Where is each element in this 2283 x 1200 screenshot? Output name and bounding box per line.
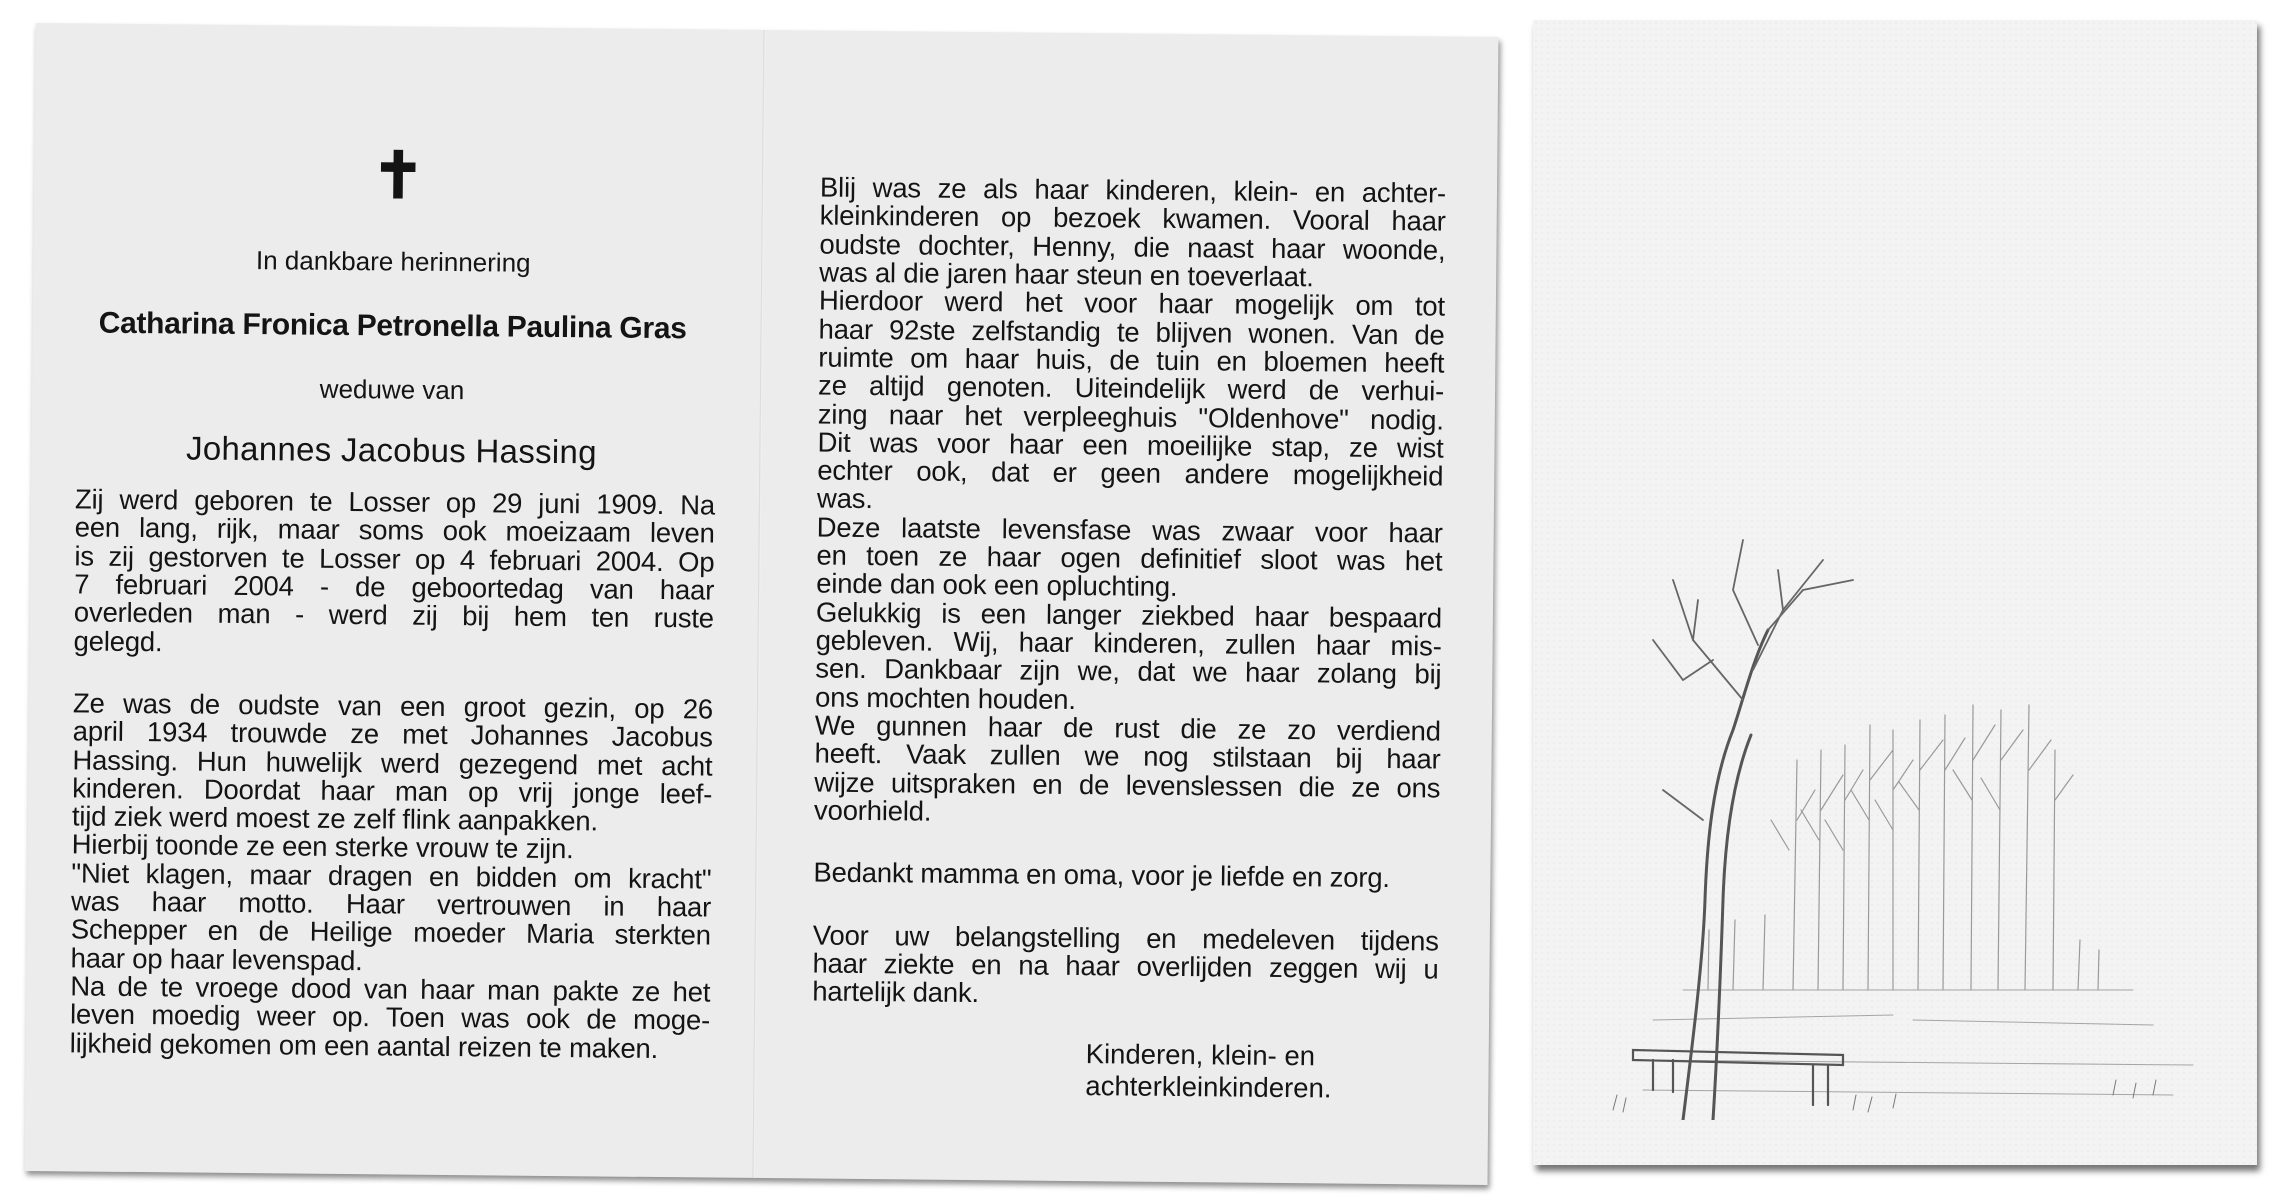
text-line: Schepper en de Heilige moeder Maria sterkten: [70, 913, 711, 951]
text-line: We gunnen haar de rust die ze zo verdiend: [814, 709, 1441, 747]
text-line: heeft. Vaak zullen we nog stilstaan bij haar: [814, 737, 1441, 775]
text-line: was haar motto. Haar vertrouwen in haar: [70, 885, 712, 923]
text-line: was al die jaren haar steun en toeverlaat.: [819, 256, 1314, 293]
text-line: ruimte om haar huis, de tuin en bloemen heeft: [818, 341, 1445, 379]
text-line: Hierbij toonde ze een sterke vrouw te zijn.: [71, 828, 574, 865]
text-line: Hassing. Hun huwelijk werd gezegend met acht: [72, 743, 713, 782]
biography-text-left: [70, 485, 715, 1063]
text-line: en toen ze haar ogen definitief sloot was het: [816, 539, 1443, 577]
text-line: Gelukkig is een langer ziekbed haar bespaard: [815, 596, 1443, 634]
text-line: haar op haar levenspad.: [70, 942, 363, 976]
text-line: Voor uw belangstelling en medeleven tijdens: [812, 919, 1439, 957]
left-panel: [25, 23, 764, 1178]
biography-text-middle: [812, 171, 1447, 1012]
text-line: sen. Dankbaar zijn we, dat we haar zolang bij: [815, 652, 1442, 690]
text-line: overleden man - werd zij bij hem ten ruste: [73, 596, 715, 634]
text-line: Dit was voor haar een moeilijke stap, ze wist: [817, 426, 1444, 464]
text-line: gebleven. Wij, haar kinderen, zullen haar mis-: [815, 624, 1442, 662]
text-line: tijd ziek werd moest ze zelf flink aanpakken.: [71, 800, 599, 837]
text-line: Na de te vroege dood van haar man pakte ze het: [70, 970, 711, 1008]
text-line: Ze was de oudste van een groot gezin, op 26: [72, 687, 714, 725]
text-line: is zij gestorven te Losser op 4 februari 2004. Op: [74, 540, 715, 578]
text-line: zing naar het verpleeghuis "Oldenhove" nodig.: [817, 398, 1444, 436]
text-line: haar 92ste zelfstandig te blijven wonen. Van de: [818, 313, 1445, 351]
text-line: ze altijd genoten. Uiteindelijk werd de verhui-: [817, 369, 1445, 407]
text-line: voorhield.: [813, 794, 932, 827]
cross-icon: ✝: [370, 138, 426, 214]
text-line: lijkheid gekomen om een aantal reizen te maken.: [69, 1027, 659, 1064]
signature-block: [1085, 1038, 1332, 1104]
text-line: Blij was ze als haar kinderen, klein- en achter-: [819, 171, 1447, 209]
text-line: kinderen. Doordat haar man op vrij jonge leef-: [72, 772, 713, 810]
text-line: 7 februari 2004 - de geboortedag van haar: [74, 568, 715, 606]
text-line: leven moedig weer op. Toen was ook de moge-: [69, 998, 711, 1036]
text-line: april 1934 trouwde ze met Johannes Jacobus: [72, 715, 713, 753]
text-line: Bedankt mamma en oma, voor je liefde en zorg.: [813, 856, 1390, 894]
text-line: einde dan ook een opluchting.: [816, 567, 1178, 603]
text-line: echter ook, dat er geen andere mogelijkheid: [817, 454, 1444, 492]
text-line: hartelijk dank.: [812, 975, 980, 1009]
text-line: Hierdoor werd het voor haar mogelijk om tot: [818, 284, 1446, 322]
signature-line: achterkleinkinderen.: [1085, 1069, 1332, 1104]
text-line: was.: [816, 482, 873, 515]
text-line: haar ziekte en na haar overlijden zeggen wij u: [812, 947, 1439, 985]
text-line: een lang, rijk, maar soms ook moeizaam leven: [74, 511, 715, 549]
widow-text: weduwe van: [319, 373, 465, 406]
middle-panel: [754, 30, 1498, 1185]
memorial-card-inner: [25, 23, 1499, 1185]
intro-text: In dankbare herinnering: [255, 245, 531, 278]
front-cover-card: [1533, 20, 2257, 1165]
husband-name: Johannes Jacobus Hassing: [185, 429, 598, 471]
deceased-name: Catharina Fronica Petronella Paulina Gras: [98, 306, 687, 346]
text-line: wijze uitspraken en de levenslessen die ze ons: [814, 766, 1441, 804]
text-line: "Niet klagen, maar dragen en bidden om kracht": [71, 857, 712, 895]
text-line: Deze laatste levensfase was zwaar voor haar: [816, 511, 1443, 549]
text-line: ons mochten houden.: [814, 681, 1076, 715]
text-line: Zij werd geboren te Losser op 29 juni 1909. Na: [74, 483, 716, 521]
text-line: gelegd.: [73, 624, 163, 657]
signature-line: Kinderen, klein- en: [1085, 1038, 1316, 1072]
tree-landscape-illustration: [1593, 520, 2213, 1120]
text-line: kleinkinderen op bezoek kwamen. Vooral haar: [819, 199, 1446, 237]
text-line: oudste dochter, Henny, die naast haar woonde,: [819, 228, 1446, 266]
